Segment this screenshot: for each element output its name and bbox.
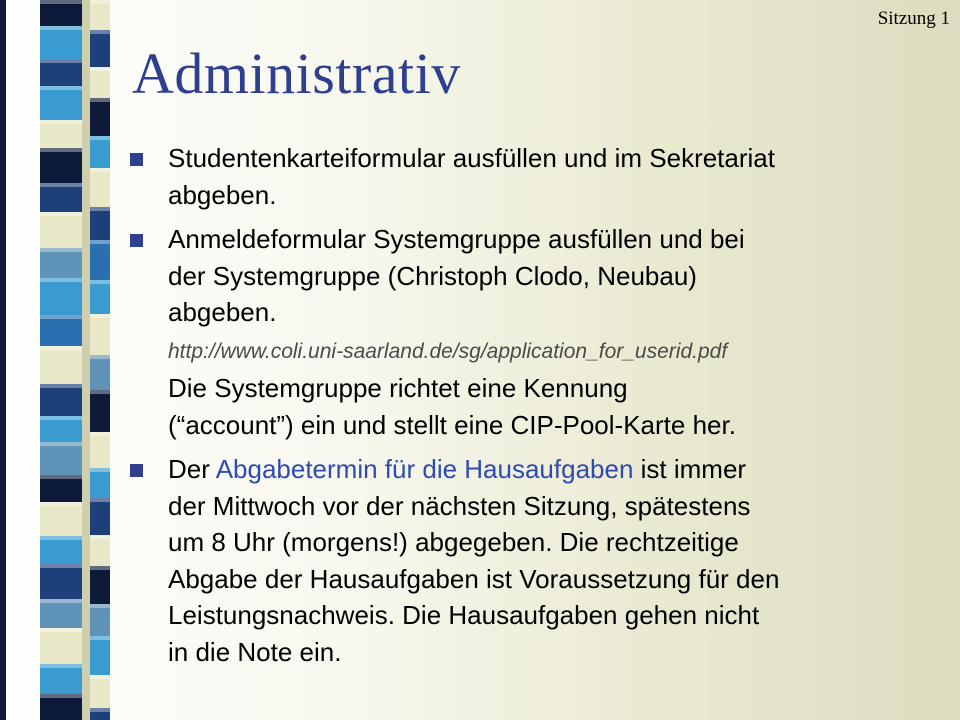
square-bullet-icon [130, 234, 143, 247]
bullet-item-anmeldeformular [128, 221, 928, 443]
bullet-text-line: Anmeldeformular Systemgruppe ausfüllen und bei [168, 224, 745, 254]
square-bullet-icon [130, 153, 143, 166]
stripe-segment [90, 240, 110, 280]
bullet-text-line: Die Systemgruppe richtet eine Kennung [168, 373, 628, 403]
stripe-segment [90, 355, 110, 390]
bullet-text-line: um 8 Uhr (morgens!) abgegeben. Die rechtzeitige [168, 527, 739, 557]
decorative-stripes [0, 0, 110, 720]
stripe-segment [90, 280, 110, 314]
stripe-segment [90, 535, 110, 566]
stripe-segment [40, 536, 82, 564]
bullet-item-karteiformular [128, 140, 928, 213]
stripe-segment [90, 708, 110, 720]
stripe-segment [40, 564, 82, 599]
stripe-segment [90, 168, 110, 207]
stripe-segment [40, 183, 82, 212]
bullet-item-abgabetermin [128, 451, 928, 670]
stripe-column-left [0, 0, 6, 720]
application-url-link[interactable]: http://www.coli.uni-saarland.de/sg/application_for_userid.pdf [168, 339, 728, 363]
stripe-segment [90, 30, 110, 67]
stripe-column-divider [82, 0, 90, 720]
stripe-column-b [90, 0, 110, 720]
bullet-text-line: Studentenkarteiformular ausfüllen und im Sekretariat [168, 143, 775, 173]
stripe-segment [40, 416, 82, 442]
stripe-segment [90, 675, 110, 708]
stripe-segment [90, 0, 110, 30]
stripe-segment [90, 314, 110, 355]
stripe-segment [40, 148, 82, 183]
stripe-segment [40, 502, 82, 536]
bullet-text-line: der Mittwoch vor der nächsten Sitzung, spätestens [168, 490, 751, 521]
stripe-segment [90, 636, 110, 675]
stripe-segment [40, 86, 82, 120]
bullet-text-suffix: ist immer [633, 454, 747, 484]
bullet-text-line: der Systemgruppe (Christoph Clodo, Neubau) [168, 260, 697, 291]
stripe-segment [40, 384, 82, 416]
slide-title: Administrativ [132, 41, 461, 106]
stripe-segment [40, 278, 82, 315]
stripe-segment [40, 212, 82, 248]
stripe-segment [40, 694, 82, 720]
bullet-text-line: in die Note ein. [168, 636, 342, 667]
stripe-segment [40, 248, 82, 278]
stripe-segment [40, 628, 82, 664]
bullet-text-prefix: Der [168, 454, 216, 484]
deadline-highlight: Abgabetermin für die Hausaufgaben [215, 454, 634, 484]
stripe-segment [40, 120, 82, 148]
bullet-text-line: (“account”) ein und stellt eine CIP-Pool-Karte her. [168, 409, 736, 440]
bullet-text-line: abgeben. [168, 179, 277, 210]
stripe-segment [90, 207, 110, 240]
stripe-segment [90, 604, 110, 636]
bullet-text-line: Abgabe der Hausaufgaben ist Voraussetzung für den [168, 563, 780, 594]
bullet-text-line: Leistungsnachweis. Die Hausaufgaben gehen nicht [168, 600, 760, 630]
stripe-segment [40, 59, 82, 86]
slide-number: Sitzung 1 [877, 8, 950, 29]
stripe-segment [90, 136, 110, 168]
stripe-segment [40, 0, 82, 26]
bullet-list [128, 140, 928, 678]
stripe-segment [90, 98, 110, 136]
stripe-segment [40, 442, 82, 475]
square-bullet-icon [130, 464, 143, 477]
stripe-segment [40, 664, 82, 694]
stripe-column-a [40, 0, 82, 720]
stripe-segment [90, 468, 110, 498]
stripe-segment [90, 498, 110, 535]
stripe-segment [90, 432, 110, 468]
bullet-text-line: abgeben. [168, 297, 277, 327]
stripe-segment [90, 390, 110, 432]
stripe-segment [90, 67, 110, 98]
stripe-segment [90, 566, 110, 604]
stripe-segment [40, 346, 82, 384]
stripe-segment [40, 599, 82, 628]
stripe-segment [40, 315, 82, 346]
stripe-segment [40, 475, 82, 502]
stripe-segment [40, 26, 82, 59]
